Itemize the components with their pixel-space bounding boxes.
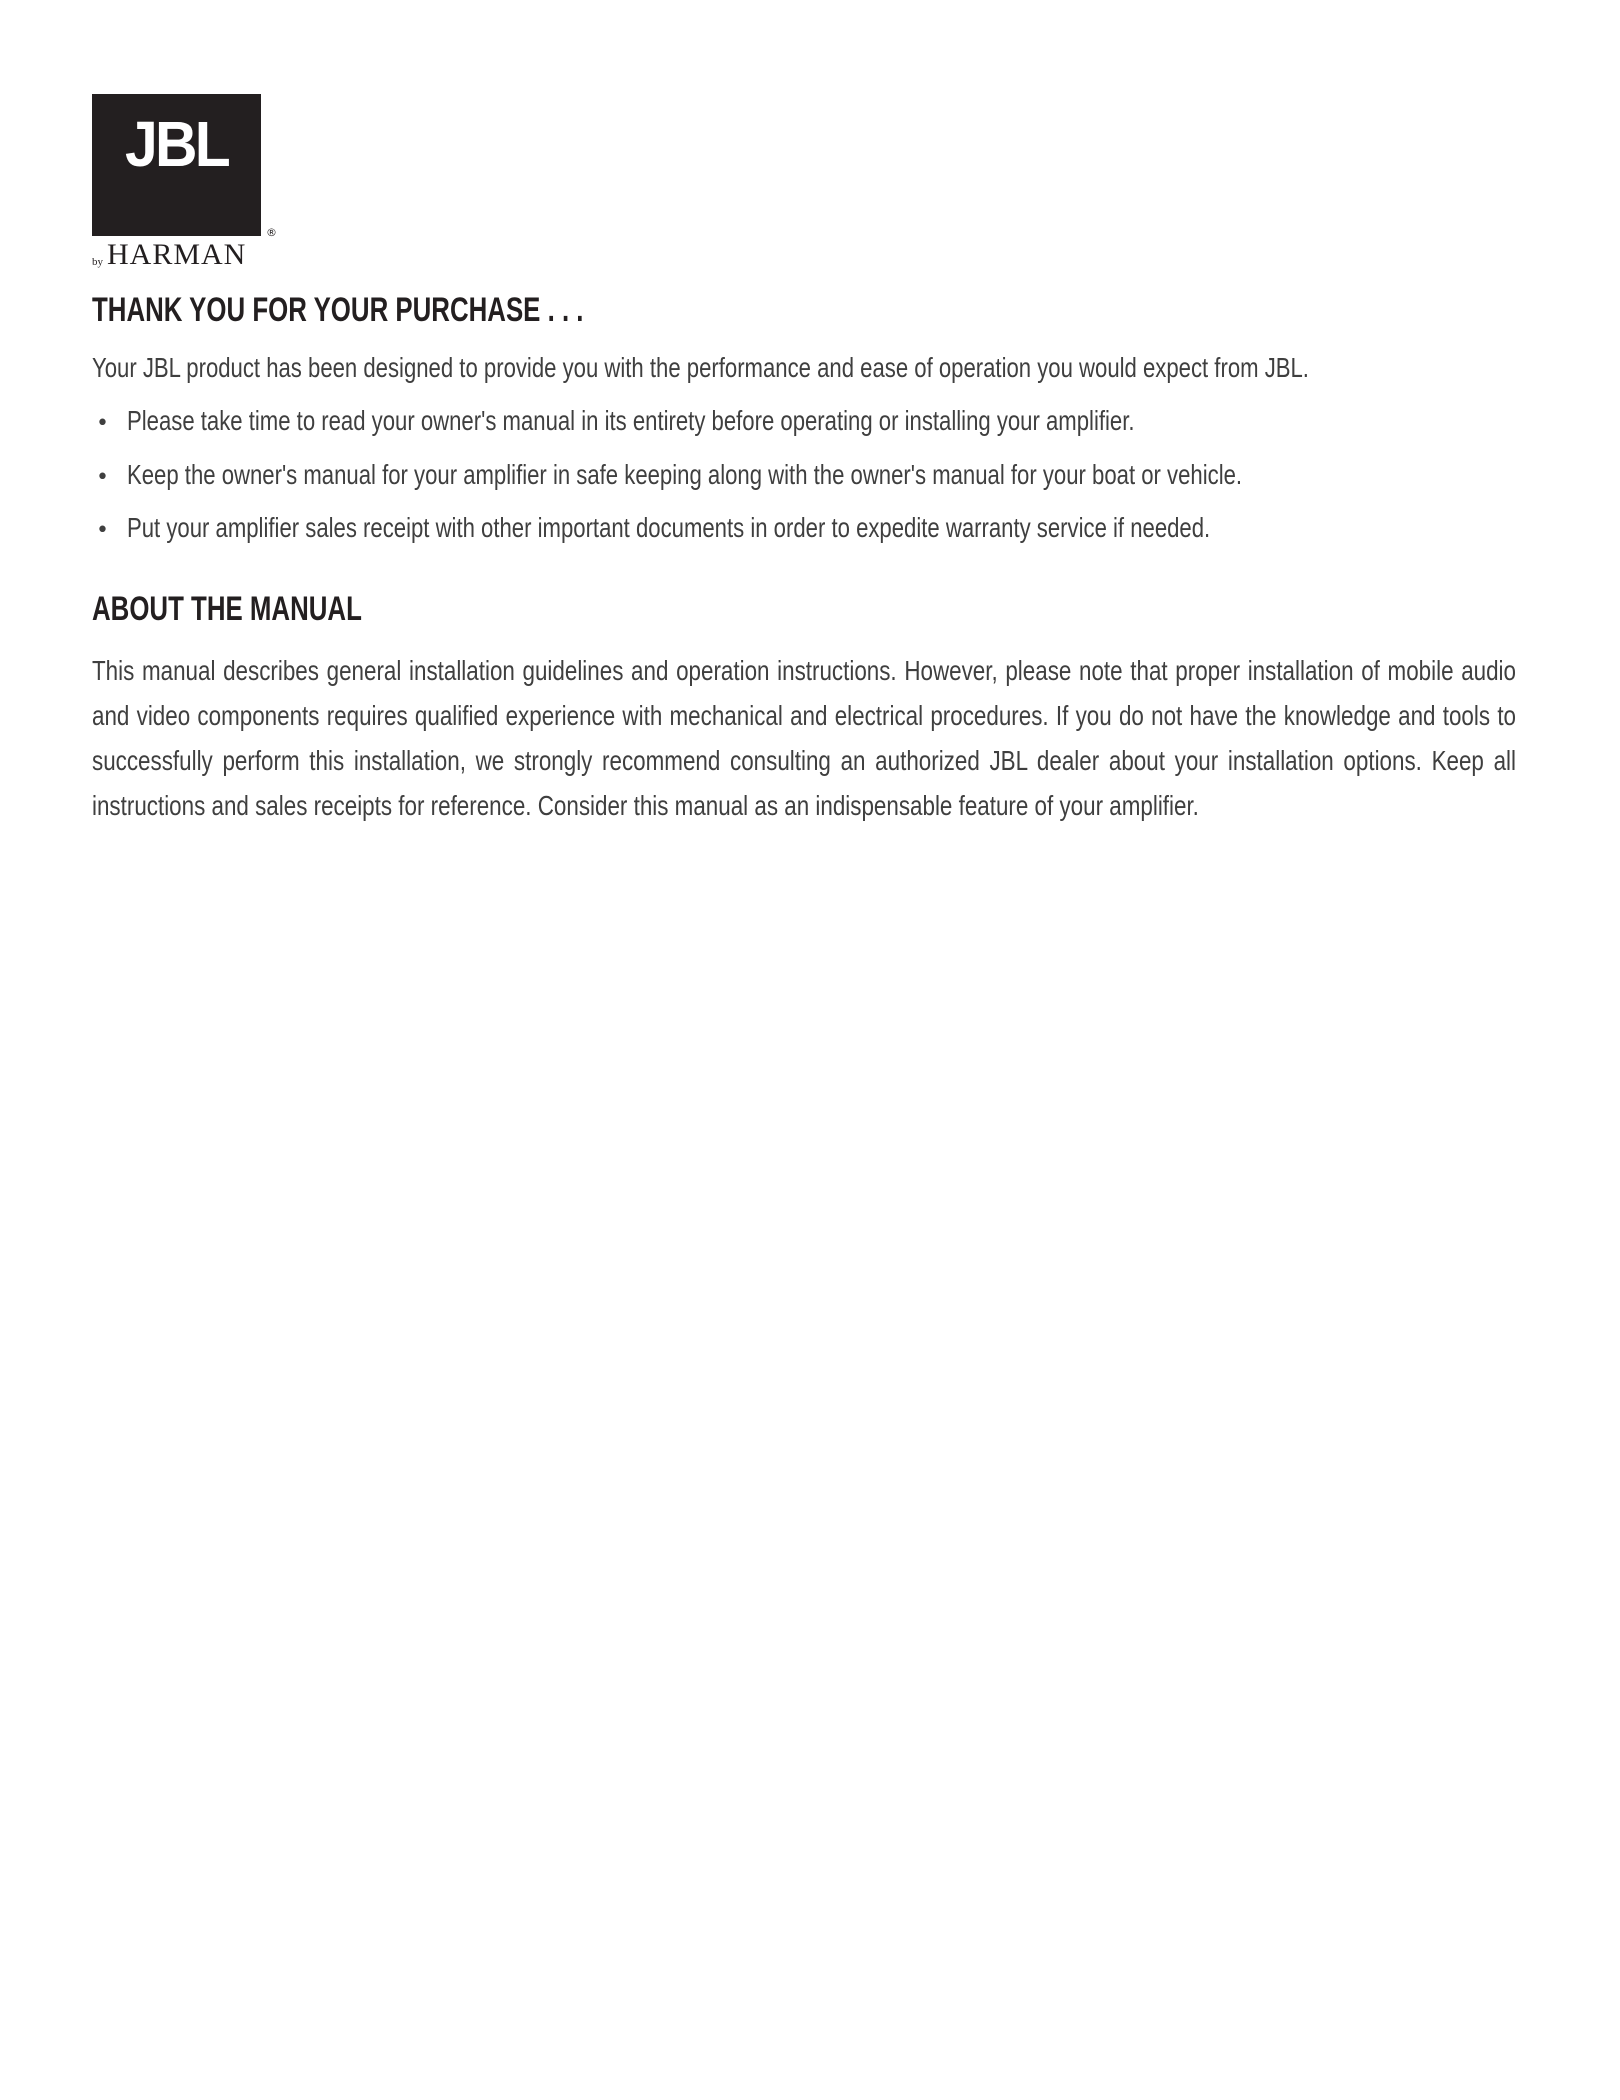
about-manual-heading: ABOUT THE MANUAL	[92, 590, 362, 628]
bullet-icon: •	[96, 411, 109, 436]
thank-you-intro: Your JBL product has been designed to provide you with the performance and ease of operation you would expect from JBL.	[92, 352, 1309, 383]
bullet-text: Keep the owner's manual for your amplifier in safe keeping along with the owner's manual for your boat or vehicle.	[127, 458, 1243, 490]
harman-wordmark: HARMAN	[107, 238, 247, 271]
bullet-text: Please take time to read your owner's manual in its entirety before operating or installing your amplifier.	[127, 405, 1135, 436]
bullet-text: Put your amplifier sales receipt with other important documents in order to expedite warranty service if needed.	[127, 512, 1211, 543]
by-label: by	[92, 256, 103, 268]
bullet-icon: •	[96, 518, 109, 543]
bullet-icon: •	[96, 464, 109, 490]
thank-you-heading: THANK YOU FOR YOUR PURCHASE . . .	[92, 291, 584, 329]
registered-mark: ®	[266, 226, 277, 239]
jbl-harman-logo	[92, 94, 282, 274]
jbl-logo-box	[92, 94, 261, 236]
jbl-logo-text: JBL	[125, 108, 228, 180]
about-manual-body: This manual describes general installation guidelines and operation instructions. However, please note that proper installation of mobile audio and video components requires qualified experience with mechanical and electrical procedures. If you do not have the knowledge and tools to successfully perform this installation, we strongly recommend consulting an authorized JBL dealer about your installation options. Keep all instructions and sales receipts for reference. Consider this manual as an indispensable feature of your amplifier.	[92, 655, 1516, 821]
